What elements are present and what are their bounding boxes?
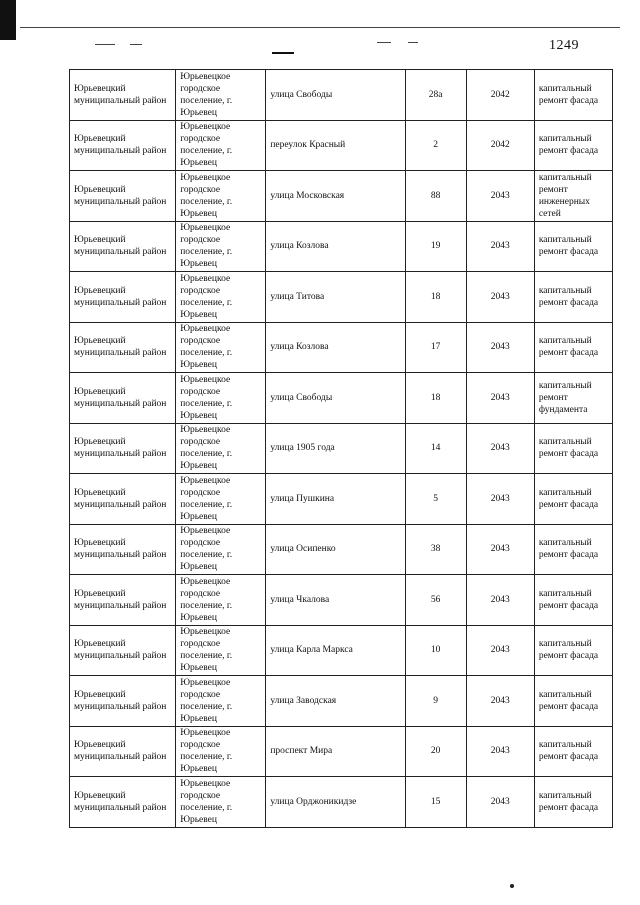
work-type-cell: капитальный ремонт фасада (534, 726, 612, 777)
table-row (70, 70, 613, 121)
settlement-cell: Юрьевецкое городское поселение, г. Юрьевец (176, 575, 266, 626)
district-cell: Юрьевецкий муниципальный район (70, 373, 176, 424)
street-cell: улица 1905 года (266, 423, 405, 474)
table-row (70, 625, 613, 676)
table-row (70, 221, 613, 272)
settlement-cell: Юрьевецкое городское поселение, г. Юрьевец (176, 221, 266, 272)
work-type-cell: капитальный ремонт фасада (534, 474, 612, 525)
table-row (70, 726, 613, 777)
district-cell: Юрьевецкий муниципальный район (70, 575, 176, 626)
street-cell: улица Пушкина (266, 474, 405, 525)
table-row (70, 272, 613, 323)
street-cell: улица Карла Маркса (266, 625, 405, 676)
table-row (70, 575, 613, 626)
district-cell: Юрьевецкий муниципальный район (70, 221, 176, 272)
settlement-cell: Юрьевецкое городское поселение, г. Юрьевец (176, 676, 266, 727)
scan-line-dash-1 (95, 44, 115, 45)
table-row (70, 676, 613, 727)
house-number-cell: 56 (405, 575, 466, 626)
settlement-cell: Юрьевецкое городское поселение, г. Юрьевец (176, 171, 266, 222)
work-type-cell: капитальный ремонт фасада (534, 777, 612, 828)
house-number-cell: 15 (405, 777, 466, 828)
house-number-cell: 38 (405, 524, 466, 575)
table-row (70, 524, 613, 575)
scan-line-dash-5 (408, 42, 418, 43)
street-cell: улица Орджоникидзе (266, 777, 405, 828)
year-cell: 2043 (466, 575, 534, 626)
year-cell: 2043 (466, 171, 534, 222)
work-type-cell: капитальный ремонт фасада (534, 625, 612, 676)
year-cell: 2043 (466, 676, 534, 727)
street-cell: улица Осипенко (266, 524, 405, 575)
scan-line-dash-3 (272, 52, 294, 54)
settlement-cell: Юрьевецкое городское поселение, г. Юрьевец (176, 524, 266, 575)
settlement-cell: Юрьевецкое городское поселение, г. Юрьевец (176, 726, 266, 777)
district-cell: Юрьевецкий муниципальный район (70, 70, 176, 121)
year-cell: 2043 (466, 474, 534, 525)
work-type-cell: капитальный ремонт фасада (534, 676, 612, 727)
table-row (70, 322, 613, 373)
settlement-cell: Юрьевецкое городское поселение, г. Юрьевец (176, 120, 266, 171)
scan-dot (510, 884, 514, 888)
house-number-cell: 17 (405, 322, 466, 373)
settlement-cell: Юрьевецкое городское поселение, г. Юрьевец (176, 625, 266, 676)
year-cell: 2043 (466, 777, 534, 828)
work-type-cell: капитальный ремонт фасада (534, 221, 612, 272)
house-number-cell: 10 (405, 625, 466, 676)
house-number-cell: 18 (405, 272, 466, 323)
table-row (70, 777, 613, 828)
year-cell: 2043 (466, 322, 534, 373)
scan-line-top (20, 27, 620, 28)
work-type-cell: капитальный ремонт фасада (534, 70, 612, 121)
house-number-cell: 14 (405, 423, 466, 474)
street-cell: переулок Красный (266, 120, 405, 171)
work-type-cell: капитальный ремонт фасада (534, 423, 612, 474)
settlement-cell: Юрьевецкое городское поселение, г. Юрьевец (176, 777, 266, 828)
street-cell: улица Свободы (266, 373, 405, 424)
year-cell: 2042 (466, 120, 534, 171)
table-row (70, 120, 613, 171)
street-cell: улица Заводская (266, 676, 405, 727)
registry-table-body (70, 70, 613, 828)
table-row (70, 474, 613, 525)
district-cell: Юрьевецкий муниципальный район (70, 272, 176, 323)
district-cell: Юрьевецкий муниципальный район (70, 625, 176, 676)
house-number-cell: 9 (405, 676, 466, 727)
work-type-cell: капитальный ремонт фасада (534, 524, 612, 575)
street-cell: улица Козлова (266, 221, 405, 272)
table-row (70, 423, 613, 474)
district-cell: Юрьевецкий муниципальный район (70, 524, 176, 575)
district-cell: Юрьевецкий муниципальный район (70, 423, 176, 474)
street-cell: улица Титова (266, 272, 405, 323)
street-cell: улица Козлова (266, 322, 405, 373)
year-cell: 2043 (466, 524, 534, 575)
settlement-cell: Юрьевецкое городское поселение, г. Юрьевец (176, 373, 266, 424)
district-cell: Юрьевецкий муниципальный район (70, 676, 176, 727)
work-type-cell: капитальный ремонт фасада (534, 272, 612, 323)
scan-line-dash-2 (130, 44, 142, 45)
house-number-cell: 5 (405, 474, 466, 525)
district-cell: Юрьевецкий муниципальный район (70, 474, 176, 525)
district-cell: Юрьевецкий муниципальный район (70, 120, 176, 171)
street-cell: улица Московская (266, 171, 405, 222)
district-cell: Юрьевецкий муниципальный район (70, 726, 176, 777)
year-cell: 2043 (466, 272, 534, 323)
year-cell: 2043 (466, 423, 534, 474)
year-cell: 2042 (466, 70, 534, 121)
district-cell: Юрьевецкий муниципальный район (70, 171, 176, 222)
street-cell: проспект Мира (266, 726, 405, 777)
settlement-cell: Юрьевецкое городское поселение, г. Юрьевец (176, 70, 266, 121)
work-type-cell: капитальный ремонт фасада (534, 575, 612, 626)
work-type-cell: капитальный ремонт фасада (534, 120, 612, 171)
house-number-cell: 88 (405, 171, 466, 222)
house-number-cell: 28а (405, 70, 466, 121)
table-row (70, 171, 613, 222)
settlement-cell: Юрьевецкое городское поселение, г. Юрьевец (176, 423, 266, 474)
house-number-cell: 2 (405, 120, 466, 171)
house-number-cell: 20 (405, 726, 466, 777)
scan-line-dash-4 (377, 42, 391, 43)
settlement-cell: Юрьевецкое городское поселение, г. Юрьевец (176, 272, 266, 323)
settlement-cell: Юрьевецкое городское поселение, г. Юрьевец (176, 322, 266, 373)
street-cell: улица Свободы (266, 70, 405, 121)
scan-edge-mark (0, 0, 16, 40)
work-type-cell: капитальный ремонт фундамента (534, 373, 612, 424)
table-row (70, 373, 613, 424)
year-cell: 2043 (466, 373, 534, 424)
year-cell: 2043 (466, 625, 534, 676)
registry-table (69, 69, 613, 828)
settlement-cell: Юрьевецкое городское поселение, г. Юрьевец (176, 474, 266, 525)
street-cell: улица Чкалова (266, 575, 405, 626)
year-cell: 2043 (466, 726, 534, 777)
house-number-cell: 19 (405, 221, 466, 272)
work-type-cell: капитальный ремонт инженерных сетей (534, 171, 612, 222)
district-cell: Юрьевецкий муниципальный район (70, 322, 176, 373)
house-number-cell: 18 (405, 373, 466, 424)
district-cell: Юрьевецкий муниципальный район (70, 777, 176, 828)
work-type-cell: капитальный ремонт фасада (534, 322, 612, 373)
year-cell: 2043 (466, 221, 534, 272)
page-number: 1249 (549, 38, 579, 53)
